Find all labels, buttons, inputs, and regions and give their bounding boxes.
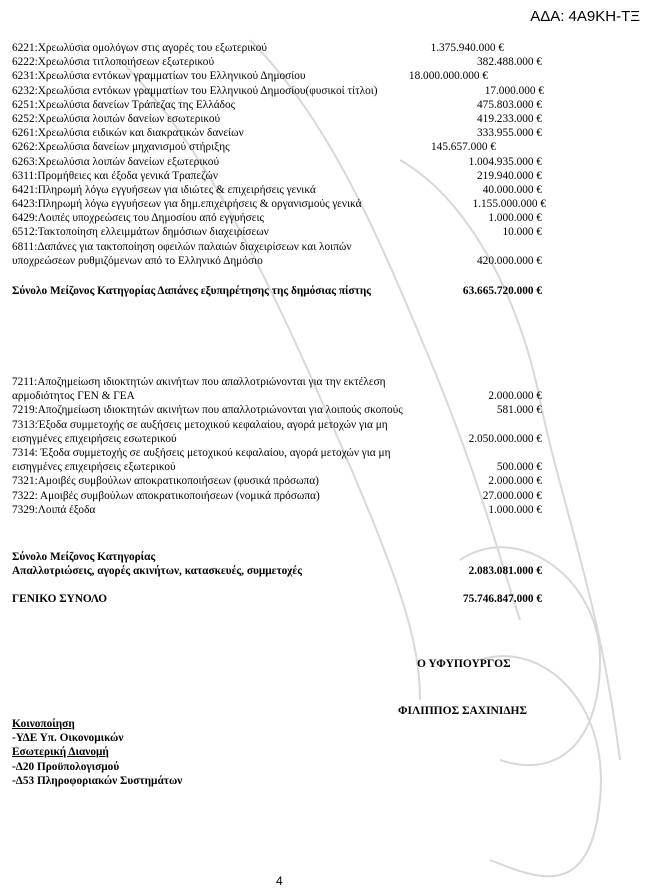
line-item: 6222:Χρεωλύσια τιτλοποιήσεων εξωτερικού 382.488.000 € (12, 56, 542, 69)
section-total-heading: Σύνολο Μείζονος Κατηγορίας (12, 550, 156, 563)
expropriation-items (12, 375, 542, 606)
notify-heading: Κοινοποίηση (12, 718, 75, 730)
line-item: 6262:Χρεωλύσια δανείων μηχανισμού στήριξης 145.657.000 € (12, 141, 496, 154)
signatory-title: Ο ΥΦΥΠΟΥΡΓΟΣ (417, 658, 511, 670)
line-item: 6251:Χρεωλύσια δανείων Τράπεζας της Ελλάδος 475.803.000 € (12, 98, 542, 111)
line-item: 6311:Προμήθειες και έξοδα γενικά Τραπεζών 219.940.000 € (12, 169, 542, 182)
internal-item: -Δ20 Προϋπολογισμού (12, 760, 120, 773)
line-item: 6252:Χρεωλύσια λοιπών δανείων εσωτερικού 419.233.000 € (12, 112, 542, 125)
ada-code: ΑΔΑ: 4Α9ΚΗ-ΤΞ (530, 8, 640, 25)
line-item: 7219:Αποζημείωση ιδιοκτητών ακινήτων που απαλλοτριώνονται για λοιπούς σκοπούς 581.000 € (12, 404, 542, 417)
distribution-list (12, 717, 542, 788)
page-number: 4 (276, 874, 283, 888)
line-item: 6811:Δαπάνες για τακτοποίηση οφειλών παλαιών διαχειρίσεων και λοιπών (12, 240, 352, 253)
line-item: 7329:Λοιπά έξοδα 1.000.000 € (12, 503, 542, 516)
line-item: εισηγμένες επιχειρήσεις εξωτερικού 500.000 € (12, 461, 542, 474)
section-total: Απαλλοτριώσεις, αγορές ακινήτων, κατασκευές, συμμετοχές 2.083.081.000 € (12, 565, 542, 578)
internal-item: -Δ53 Πληροφοριακών Συστημάτων (12, 774, 183, 787)
line-item: 6231:Χρεωλύσια εντόκων γραμματίων του Ελληνικού Δημοσίου 18.000.000.000 € (12, 70, 488, 83)
line-item: 6421:Πληρωμή λόγω εγγυήσεων για ιδιώτες & επιχειρήσεις γενικά 40.000.000 € (12, 183, 542, 196)
line-item: 6423:Πληρωμή λόγω εγγυήσεων για δημ.επιχειρήσεις & οργανισμούς γενικά 1.155.000.000 € (12, 198, 546, 211)
line-item: 6261:Χρεωλύσια ειδικών και διακρατικών δανείων 333.955.000 € (12, 127, 542, 140)
line-item: 6512:Τακτοποίηση ελλειμμάτων δημόσιων διαχειρίσεων 10.000 € (12, 226, 542, 239)
line-item: 6221:Χρεωλύσια ομολόγων στις αγορές του εξωτερικού 1.375.940.000 € (12, 42, 504, 54)
line-item: υποχρεώσεων ρυθμιζόμενων από το Ελληνικό Δημόσιο 420.000.000 € (12, 254, 542, 267)
internal-heading: Εσωτερική Διανομή (12, 746, 109, 759)
line-item: 6232:Χρεωλύσια εντόκων γραμματίων του Ελληνικού Δημοσίου(φυσικοί τίτλοι) 17.000.000 € (12, 84, 544, 97)
line-item: 7313:Έξοδα συμμετοχής σε αυξήσεις μετοχικού κεφαλαίου, αγορά μετοχών για μη (12, 418, 388, 431)
line-item: 7322: Αμοιβές συμβούλων αποκρατικοποιήσεων (νομικά πρόσωπα) 27.000.000 € (12, 489, 542, 502)
line-item: αρμοδιότητος ΓΕΝ & ΓΕΑ 2.000.000 € (12, 390, 542, 403)
line-item: 7211:Αποζημείωση ιδιοκτητών ακινήτων που απαλλοτριώνονται για την εκτέλεση (12, 376, 386, 388)
debt-service-items (12, 41, 546, 298)
line-item: 7321:Αμοιβές συμβούλων αποκρατικοποιήσεων (φυσικά πρόσωπα) 2.000.000 € (12, 475, 542, 488)
line-item: 6429:Λοιπές υποχρεώσεις του Δημοσίου από εγγυήσεις 1.000.000 € (12, 212, 542, 225)
line-item: εισηγμένες επιχειρήσεις εσωτερικού 2.050.000.000 € (12, 432, 542, 445)
line-item: 7314: Έξοδα συμμετοχής σε αυξήσεις μετοχικού κεφαλαίου, αγορά μετοχών για μη (12, 446, 391, 459)
signatory-name: ΦΙΛΙΠΠΟΣ ΣΑΧΙΝΙΔΗΣ (398, 705, 528, 717)
notify-item: -ΥΔΕ Υπ. Οικονομικών (12, 732, 124, 745)
grand-total: ΓΕΝΙΚΟ ΣΥΝΟΛΟ 75.746.847.000 € (12, 593, 542, 606)
line-item: 6263:Χρεωλύσια λοιπών δανείων εξωτερικού 1.004.935.000 € (12, 155, 542, 168)
section-total: Σύνολο Μείζονος Κατηγορίας Δαπάνες εξυπηρέτησης της δημόσιας πίστης 63.665.720.000 € (12, 285, 542, 297)
